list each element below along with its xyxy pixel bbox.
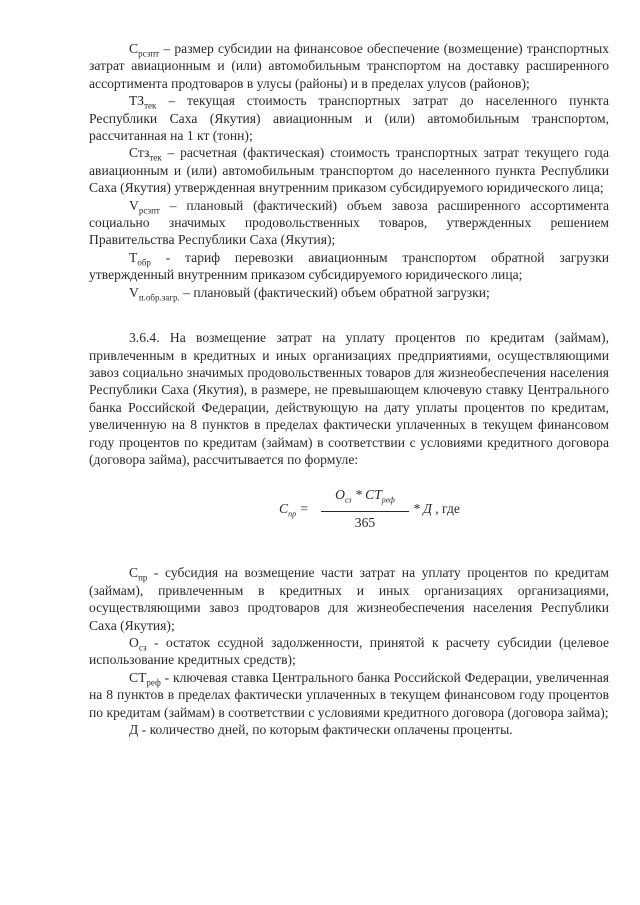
variable-label: $О_{сз}$ [129,634,147,653]
formula-lhs: $С_{пр}$ = [279,501,309,520]
definition-d: Д - количество дней, по которым фактически оплачены проценты. [129,722,513,737]
definitions-block-2 [89,564,609,738]
definition-tz-tek: $ТЗ_{тек}$ – текущая стоимость транспортных затрат до населенного пункта Республики Саха (Якутия) авиационным и (или) автомобильным транспортом, рассчитанная на 1 кт (тонн); [89,93,609,144]
document-page [89,40,609,738]
variable-label: $V_{рсзпт}$ [129,197,160,216]
variable-label: Стз$_{тек}$ [129,145,162,164]
definition-st-ref: $СТ_{реф}$ - ключевая ставка Центрального банка Российской Федерации, увеличенная на 8 пунктов в пределах фактически уплаченных в текущем финансовом году процентов по кредитам (займам) в соответствии с условиями кредитного договора (договора займа); [89,669,609,720]
variable-label: $С_{рсзпт}$ [129,41,160,59]
formula-numerator: $О_{сз} * СТ_{реф}$ [321,486,409,512]
formula-rhs: * Д , где [413,501,460,517]
variable-label: $СТ_{реф}$ [129,669,161,688]
definition-v-rsznt: $V_{рсзпт}$ – плановый (фактический) объем завоза расширенного ассортимента социально значимых продовольственных товаров, утвержденных решением Правительства Республики Саха (Якутия); [89,197,609,248]
formula-fraction [321,486,409,532]
variable-label: Д [129,722,139,737]
definition-c-pr: $С_{пр}$ - субсидия на возмещение части затрат на уплату процентов по кредитам (займам), привлеченным в кредитных и иных организациях организациями, осуществляющими завоз продтоваров для жизнеобеспечения населения Республики Саха (Якутия); [89,565,609,633]
definition-stz-tek: Стз$_{тек}$ – расчетная (фактическая) стоимость транспортных затрат текущего года авиационным и (или) автомобильным транспортом до населенного пункта Республики Саха (Якутия) утвержденная внутренним приказом субсидируемого юридического лица; [89,145,609,196]
definition-o-sz: $О_{сз}$ - остаток ссудной задолженности, принятой к расчету субсидии (целевое использование кредитных средств); [89,634,609,668]
definition-v-obr-zagr: $V_{п.обр.загр.}$ – плановый (фактический) объем обратной загрузки; [129,284,490,303]
variable-label: $С_{пр}$ [129,565,148,584]
variable-label: $ТЗ_{тек}$ [129,93,157,111]
subsidy-formula [89,486,609,542]
variable-label: $Т_{обр}$ [129,249,151,268]
variable-label: $V_{п.обр.загр.}$ [129,284,180,303]
section-3-6-4: 3.6.4. На возмещение затрат на уплату процентов по кредитам (займам), привлеченным в кредитных и иных организациях предприятиями, осуществляющими завоз социально значимых продовольственных товаров для жизнеобеспечения населения Республики Саха (Якутия), в размере, не превышающем ключевую ставку Центрального банка Российской Федерации, действующую на дату уплаты процентов по кредитам, увеличенную на 8 пунктов в пределах фактически уплаченных в текущем финансовом году процентов по кредитам (займам) в соответствии с условиями кредитного договора (договора займа), рассчитывается по формуле: [89,330,609,467]
definition-c-rsznt: $С_{рсзпт}$ – размер субсидии на финансовое обеспечение (возмещение) транспортных затрат авиационным и (или) автомобильным транспортом на доставку расширенного ассортимента продтоваров в улусы (районы) и в пределах улусов (районов); [89,41,609,91]
formula-denominator: 365 [354,515,376,531]
definition-t-obr: $Т_{обр}$ - тариф перевозки авиационным транспортом обратной загрузки утвержденный внутренним приказом субсидируемого юридического лица; [89,249,609,283]
definitions-block-1 [89,40,609,301]
